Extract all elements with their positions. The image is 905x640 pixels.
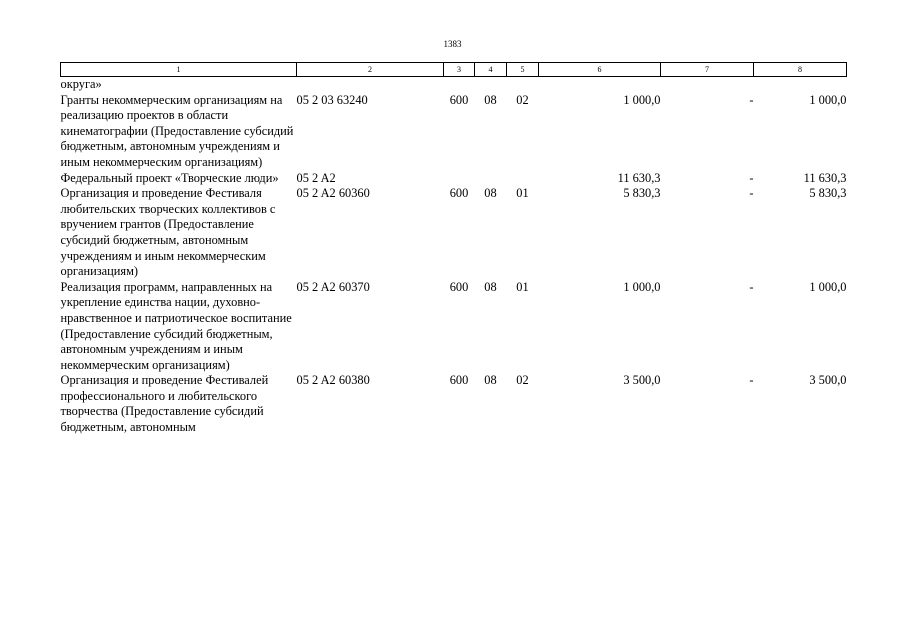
row-col-6: 11 630,3 bbox=[617, 170, 661, 185]
header-col-2: 2 bbox=[297, 63, 444, 77]
row-col-7: - bbox=[749, 170, 754, 185]
row-col-3 bbox=[444, 77, 475, 93]
row-col-8: 5 830,3 bbox=[809, 186, 847, 201]
header-row bbox=[61, 63, 847, 77]
table-row bbox=[61, 77, 847, 93]
row-code: 05 2 A2 60360 bbox=[296, 186, 370, 201]
table-row bbox=[61, 280, 847, 374]
row-col-4: 08 bbox=[484, 373, 497, 388]
row-col-7: - bbox=[749, 92, 754, 107]
row-col-4 bbox=[475, 77, 507, 93]
page-number: 1383 bbox=[443, 39, 462, 49]
row-col-8: 11 630,3 bbox=[803, 170, 847, 185]
row-col-5: 02 bbox=[516, 373, 529, 388]
row-col-7: - bbox=[749, 186, 754, 201]
row-col-6: 3 500,0 bbox=[623, 373, 661, 388]
row-name: Федеральный проект «Творческие люди» bbox=[60, 170, 279, 185]
row-code: 05 2 03 63240 bbox=[296, 92, 368, 107]
row-col-5: 01 bbox=[516, 279, 529, 294]
row-code bbox=[297, 77, 444, 93]
row-col-7 bbox=[661, 77, 754, 93]
table-body bbox=[61, 77, 847, 436]
row-code: 05 2 A2 60370 bbox=[296, 279, 370, 294]
row-name: Организация и проведение Фестиваля любительских творческих коллективов с вручением грантов (Предоставление субсидий бюджетным, автономным учреждениям и иным некоммерческим организациям) bbox=[60, 186, 276, 279]
row-col-6 bbox=[539, 77, 661, 93]
row-col-5: 01 bbox=[516, 186, 529, 201]
row-col-3: 600 bbox=[449, 92, 469, 107]
row-name: Организация и проведение Фестивалей профессионального и любительского творчества (Предоставление субсидий бюджетным, автономным bbox=[60, 373, 269, 435]
row-col-7: - bbox=[749, 373, 754, 388]
row-col-5 bbox=[507, 77, 539, 93]
header-col-6: 6 bbox=[539, 63, 661, 77]
header-col-5: 5 bbox=[507, 63, 539, 77]
row-col-8: 3 500,0 bbox=[809, 373, 847, 388]
table-header bbox=[61, 63, 847, 77]
row-col-4: 08 bbox=[484, 279, 497, 294]
table-row bbox=[61, 373, 847, 435]
header-col-1: 1 bbox=[61, 63, 297, 77]
row-col-3: 600 bbox=[449, 186, 469, 201]
row-col-7: - bbox=[749, 279, 754, 294]
row-col-3: 600 bbox=[449, 279, 469, 294]
row-col-8 bbox=[754, 77, 847, 93]
table-row bbox=[61, 186, 847, 280]
header-col-8: 8 bbox=[754, 63, 847, 77]
row-col-8: 1 000,0 bbox=[809, 279, 847, 294]
table-row bbox=[61, 171, 847, 187]
table-row bbox=[61, 93, 847, 171]
header-col-4: 4 bbox=[475, 63, 507, 77]
row-name: округа» bbox=[60, 77, 102, 91]
row-col-6: 5 830,3 bbox=[623, 186, 661, 201]
row-col-6: 1 000,0 bbox=[623, 279, 661, 294]
header-col-7: 7 bbox=[661, 63, 754, 77]
row-col-3: 600 bbox=[449, 373, 469, 388]
budget-table bbox=[60, 62, 847, 436]
row-col-4 bbox=[475, 171, 507, 187]
row-col-4: 08 bbox=[484, 186, 497, 201]
row-name: Гранты некоммерческим организациям на реализацию проектов в области кинематографии (Предоставление субсидий бюджетным, автономным учреждениям и иным некоммерческим организациям) bbox=[60, 92, 294, 169]
row-col-5 bbox=[507, 171, 539, 187]
row-col-5: 02 bbox=[516, 92, 529, 107]
row-code: 05 2 A2 bbox=[296, 170, 336, 185]
header-col-3: 3 bbox=[444, 63, 475, 77]
row-name: Реализация программ, направленных на укрепление единства нации, духовно-нравственное и патриотическое воспитание (Предоставление субсидий бюджетным, автономным учреждениям и иным некоммерческим организациям) bbox=[60, 279, 292, 372]
row-col-3 bbox=[444, 171, 475, 187]
row-code: 05 2 A2 60380 bbox=[296, 373, 370, 388]
row-col-4: 08 bbox=[484, 92, 497, 107]
row-col-8: 1 000,0 bbox=[809, 92, 847, 107]
row-col-6: 1 000,0 bbox=[623, 92, 661, 107]
